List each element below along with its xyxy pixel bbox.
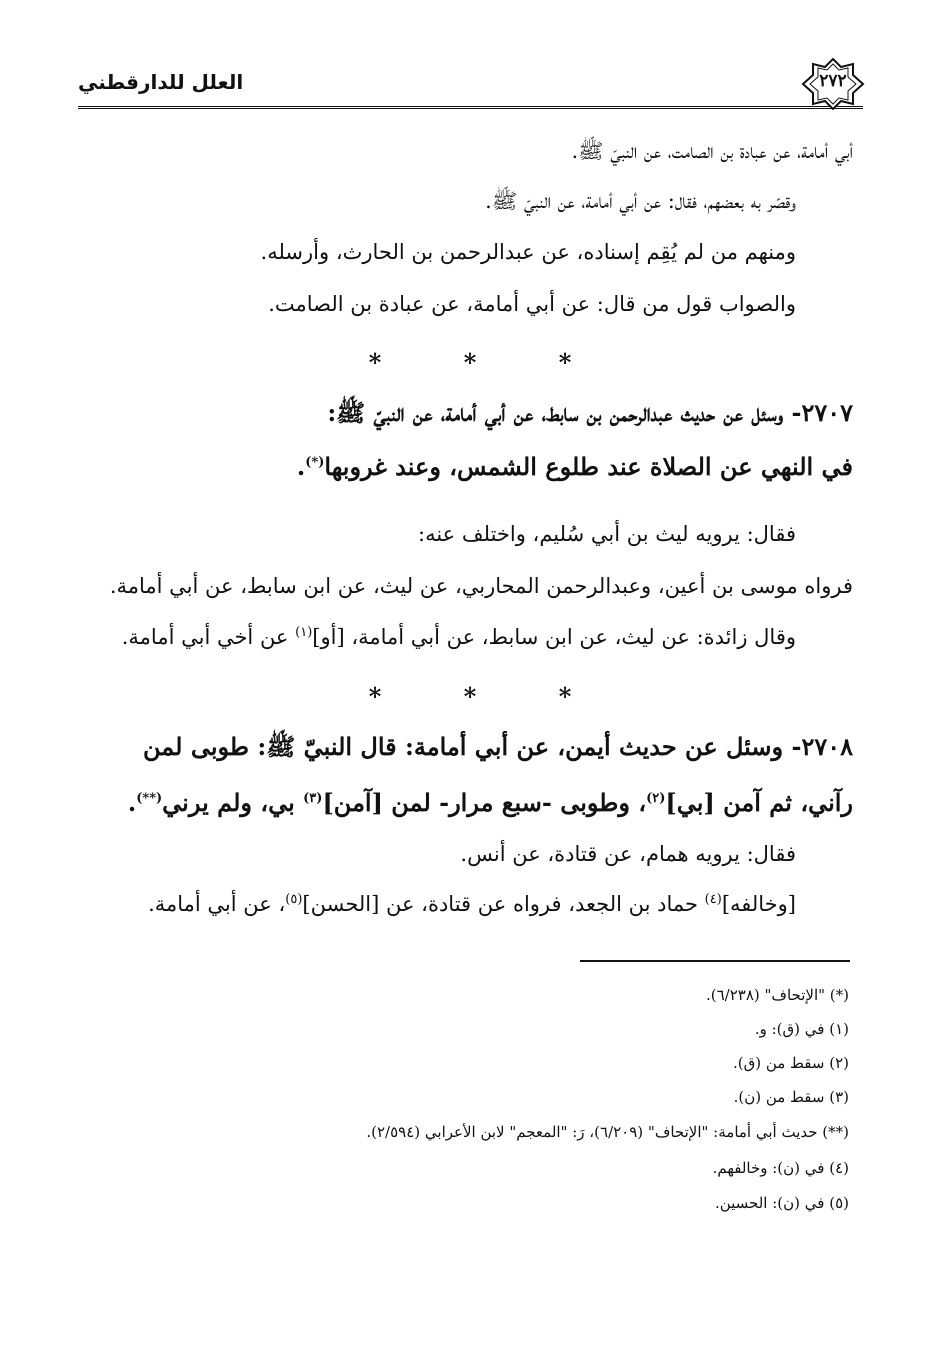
- body-line-1: أبي أمامة، عن عبادة بن الصامت، عن النبيّ ﷺ.: [571, 139, 853, 163]
- footnote-1: (١) في (ق): و.: [754, 1020, 849, 1038]
- separator-star: *: [368, 348, 382, 377]
- footnote-double-star: (**) حديث أبي أمامة: "الإتحاف" (٦/٢٠٩)، رَ: "المعجم" لابن الأعرابي (٢/٥٩٤).: [366, 1123, 849, 1141]
- footnote-4: (٤) في (ن): وخالفهم.: [712, 1159, 849, 1177]
- page-number: ٢٧٢: [819, 71, 847, 91]
- body-line-4: والصواب قول من قال: عن أبي أمامة، عن عبادة بن الصامت.: [268, 292, 796, 316]
- separator-star: *: [368, 682, 382, 711]
- separator-star: *: [558, 348, 572, 377]
- page-header: [78, 70, 863, 109]
- entry-2708-hadith: [83, 788, 853, 817]
- running-title: العلل للدارقطني: [78, 70, 244, 94]
- entry-2708-heading: ٢٧٠٨- وسئل عن حديث أيمن، عن أبي أمامة: قال النبيّ ﷺ: طوبى لمن: [143, 732, 853, 761]
- entry-2708-answer: فقال: يرويه همام، عن قتادة، عن أنس.: [460, 842, 796, 866]
- separator-star: *: [463, 348, 477, 377]
- hadith-text-a: رآني، ثم آمن [بي]: [665, 788, 853, 817]
- footnote-2: (٢) سقط من (ق).: [732, 1054, 849, 1072]
- entry-2707-topic: [83, 452, 853, 481]
- khalafa-text-b: حماد بن الجعد، فرواه عن قتادة، عن [الحسن]: [302, 892, 705, 916]
- footnote-ref-3: (٣): [303, 791, 323, 806]
- footnote-ref-star: (*): [305, 455, 325, 470]
- footnote-divider: [580, 960, 850, 962]
- period: .: [127, 788, 137, 817]
- footnote-ref-2: (٢): [646, 791, 666, 806]
- separator-star: *: [558, 682, 572, 711]
- hadith-text-c: بي، ولم يرني: [162, 788, 304, 817]
- rewaya-2-text: وقال زائدة: عن ليث، عن ابن سابط، عن أبي أمامة، [أو]: [312, 625, 796, 649]
- footnote-3: (٣) سقط من (ن).: [733, 1088, 849, 1106]
- separator-star: *: [463, 682, 477, 711]
- section-separator-1: [360, 348, 580, 377]
- footnote-ref-5: (٥): [285, 892, 303, 907]
- body-line-3: ومنهم من لم يُقِم إسناده، عن عبدالرحمن بن الحارث، وأرسله.: [260, 240, 796, 264]
- entry-2708-khalafa: [81, 892, 796, 916]
- entry-2707-topic-text: في النهي عن الصلاة عند طلوع الشمس، وعند غروبها: [324, 452, 853, 481]
- entry-2707-answer: فقال: يرويه ليث بن أبي سُليم، واختلف عنه:: [418, 522, 796, 546]
- body-line-2: وقصّر به بعضهم، فقال: عن أبي أمامة، عن النبيّ ﷺ.: [485, 189, 796, 213]
- footnote-ref-double-star: (**): [136, 791, 163, 806]
- footnote-star: (*) "الإتحاف" (٦/٢٣٨).: [706, 986, 849, 1004]
- khalafa-text-c: ، عن أبي أمامة.: [148, 892, 286, 916]
- hadith-text-b: ، وطوبى -سبع مرار- لمن [آمن]: [322, 788, 647, 817]
- page-number-badge: [801, 58, 865, 110]
- footnote-5: (٥) في (ن): الحسين.: [714, 1194, 849, 1212]
- footnote-ref-4: (٤): [704, 892, 722, 907]
- period: .: [296, 452, 306, 481]
- rewaya-2-end: عن أخي أبي أمامة.: [121, 625, 296, 649]
- entry-2707-heading: ٢٧٠٧- وسئل عن حديث عبدالرحمن بن سابط، عن أبي أمامة، عن النبيّ ﷺ:: [327, 398, 853, 427]
- entry-2707-rewaya-1: فرواه موسى بن أعين، وعبدالرحمن المحاربي، عن ليث، عن ابن سابط، عن أبي أمامة.: [109, 574, 853, 598]
- footnote-ref-1: (١): [295, 625, 313, 640]
- section-separator-2: [360, 682, 580, 711]
- entry-2707-rewaya-2: [81, 625, 796, 649]
- khalafa-text-a: [وخالفه]: [721, 892, 796, 916]
